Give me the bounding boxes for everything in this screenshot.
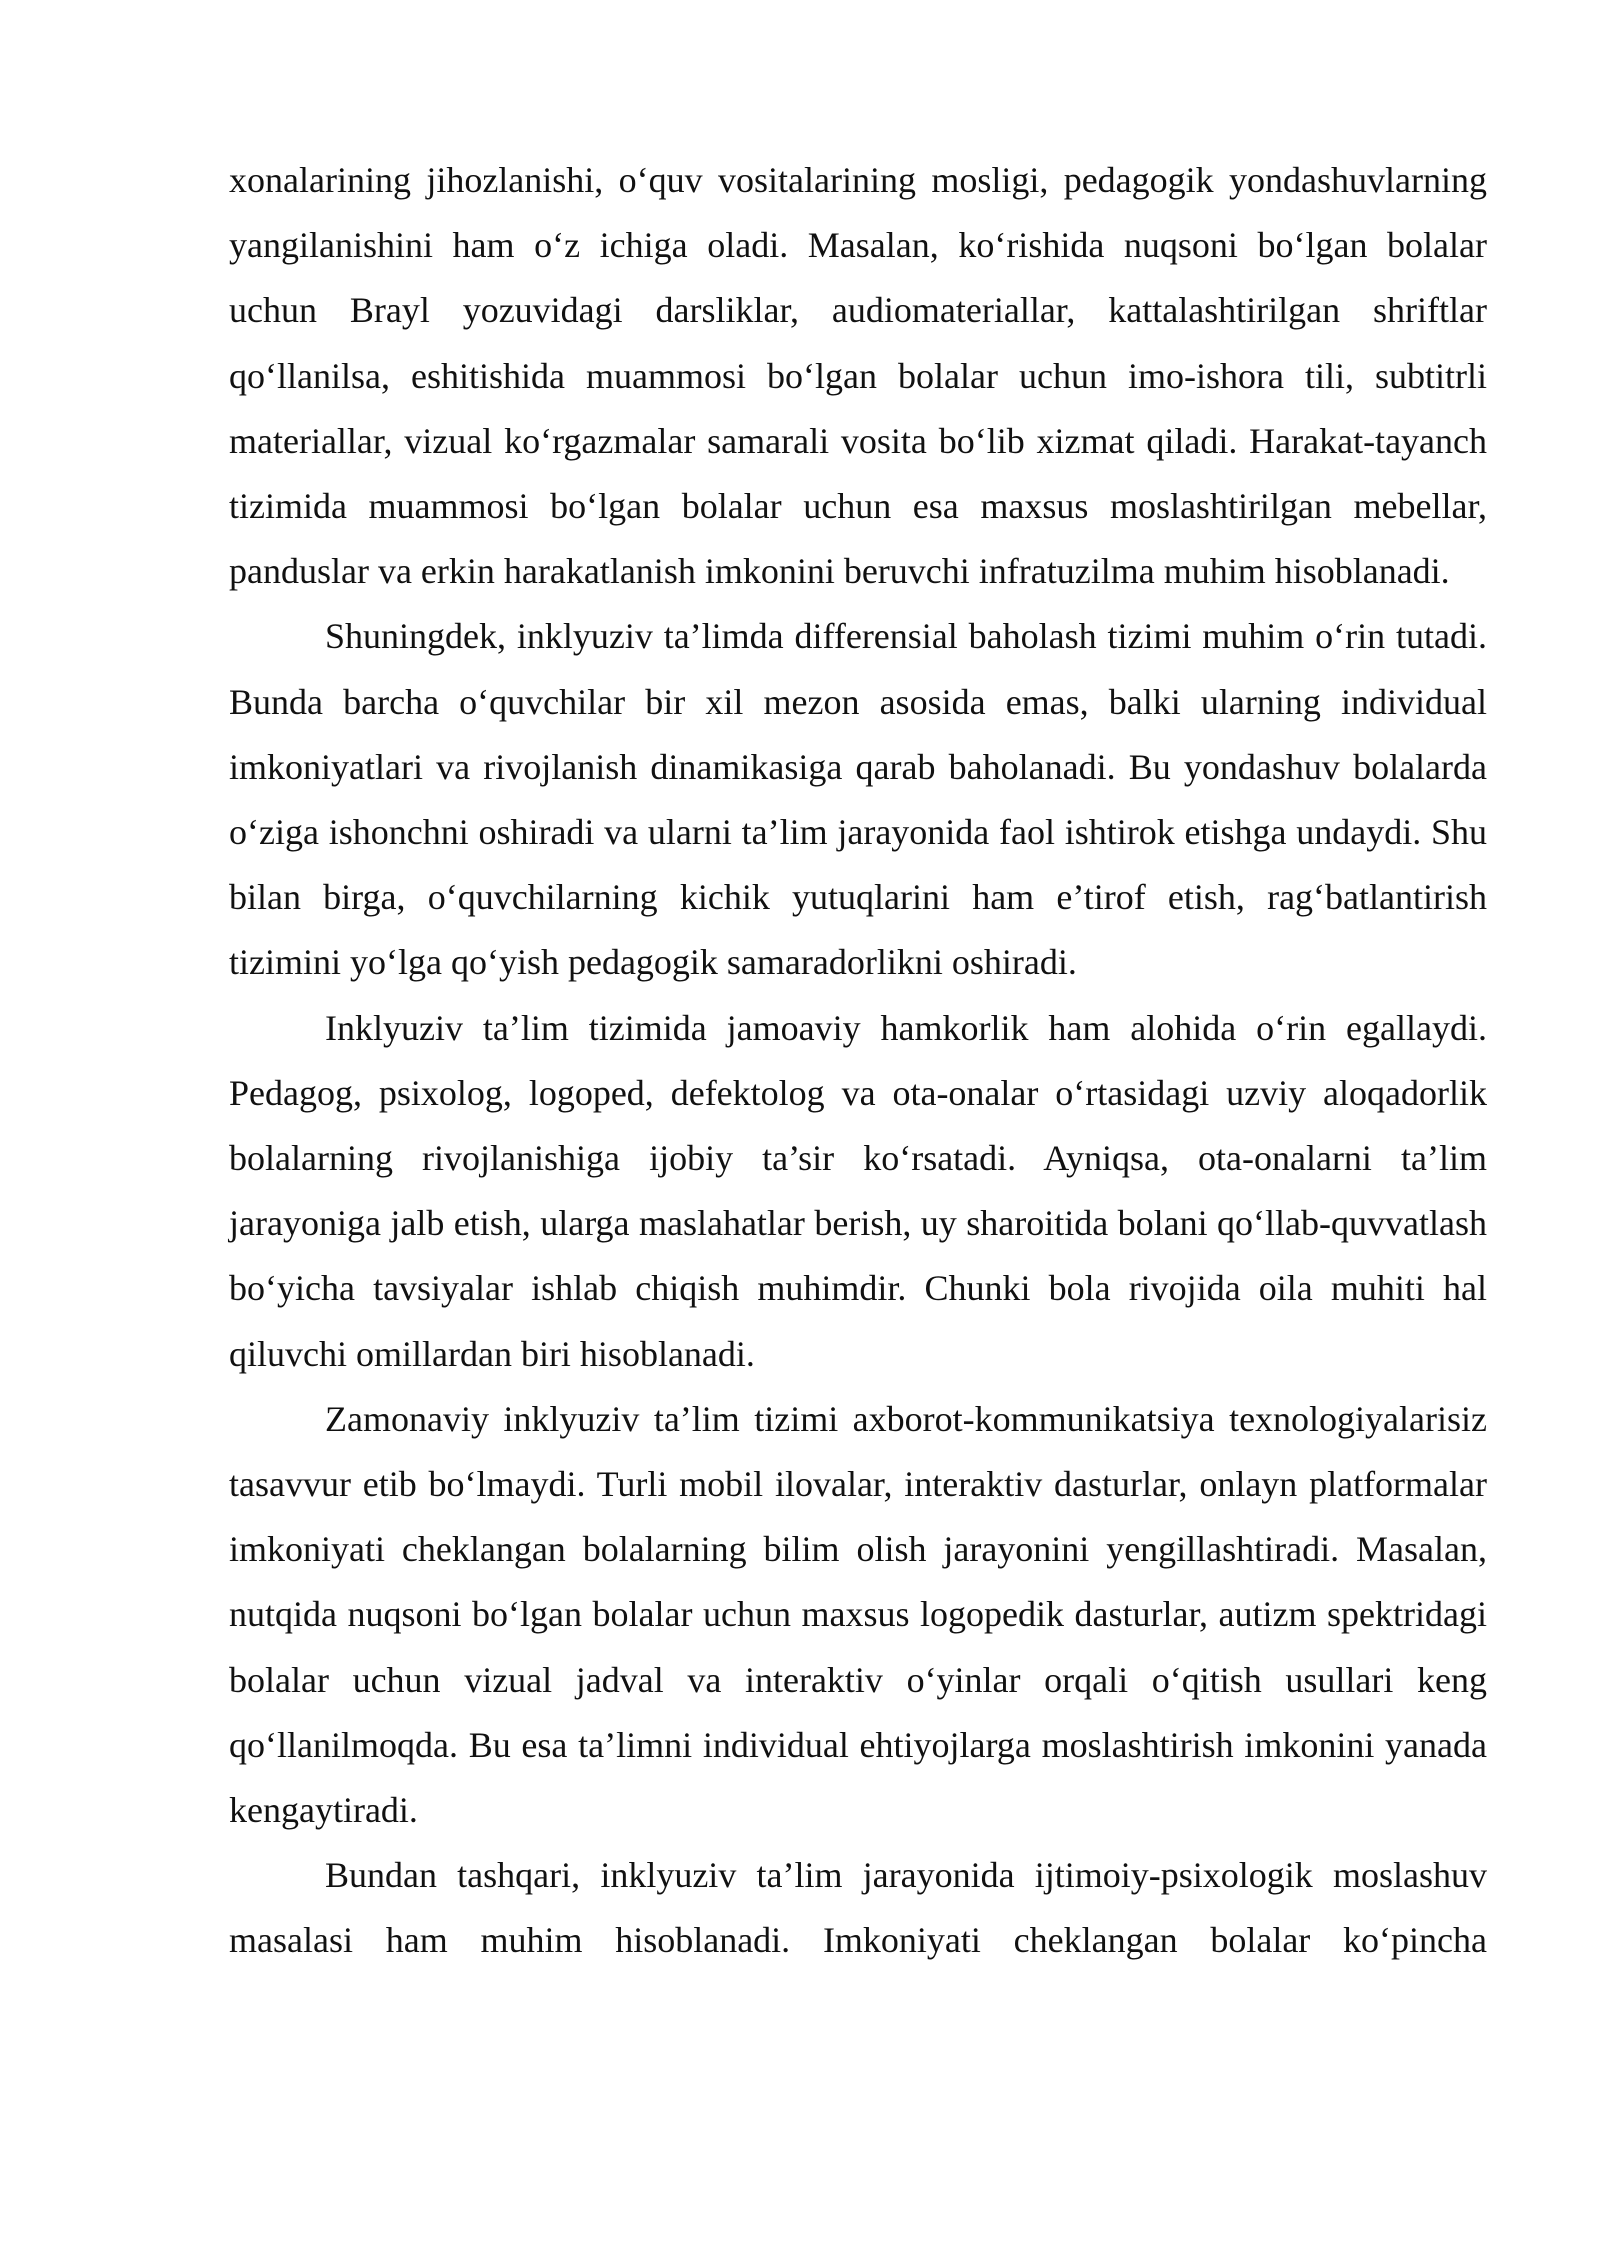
paragraph-team-collaboration: Inklyuziv ta’lim tizimida jamoaviy hamkorlik ham alohida o‘rin egallaydi. Pedagog, psixolog, logoped, defektolog va ota-onalar o‘rtasidagi uzviy aloqadorlik bolalarning rivojlanishiga ijobiy ta’sir ko‘rsatadi. Ayniqsa, ota-onalarni ta’lim jarayoniga jalb etish, ularga maslahatlar berish, uy sharoitida bolani qo‘llab-quvvatlash bo‘yicha tavsiyalar ishlab chiqish muhimdir. Chunki bola rivojida oila muhiti hal qiluvchi omillardan biri hisoblanadi. xyxy=(229,1007,1487,1374)
body-text xyxy=(229,148,1487,1974)
paragraph-differential-assessment: Shuningdek, inklyuziv ta’limda differensial baholash tizimi muhim o‘rin tutadi. Bunda barcha o‘quvchilar bir xil mezon asosida emas, balki ularning individual imkoniyatlari va rivojlanish dinamikasiga qarab baholanadi. Bu yondashuv bolalarda o‘ziga ishonchni oshiradi va ularni ta’lim jarayonida faol ishtirok etishga undaydi. Shu bilan birga, o‘quvchilarning kichik yutuqlarini ham e’tirof etish, rag‘batlantirish tizimini yo‘lga qo‘yish pedagogik samaradorlikni oshiradi. xyxy=(229,616,1487,983)
paragraph-ict-technologies: Zamonaviy inklyuziv ta’lim tizimi axborot-kommunikatsiya texnologiyalarisiz tasavvur etib bo‘lmaydi. Turli mobil ilovalar, interaktiv dasturlar, onlayn platformalar imkoniyati cheklangan bolalarning bilim olish jarayonini yengillashtiradi. Masalan, nutqida nuqsoni bo‘lgan bolalar uchun maxsus logopedik dasturlar, autizm spektridagi bolalar uchun vizual jadval va interaktiv o‘yinlar orqali o‘qitish usullari keng qo‘llanilmoqda. Bu esa ta’limni individual ehtiyojlarga moslashtirish imkonini yanada kengaytiradi. xyxy=(229,1398,1487,1831)
paragraph-social-adaptation: Bundan tashqari, inklyuziv ta’lim jarayonida ijtimoiy-psixologik moslashuv masalasi ham muhim hisoblanadi. Imkoniyati cheklangan bolalar ko‘pincha xyxy=(229,1855,1487,1961)
paragraph-continued: xonalarining jihozlanishi, o‘quv vositalarining mosligi, pedagogik yondashuvlarning yangilanishini ham o‘z ichiga oladi. Masalan, ko‘rishida nuqsoni bo‘lgan bolalar uchun Brayl yozuvidagi darsliklar, audiomateriallar, kattalashtirilgan shriftlar qo‘llanilsa, eshitishida muammosi bo‘lgan bolalar uchun imo-ishora tili, subtitrli materiallar, vizual ko‘rgazmalar samarali vosita bo‘lib xizmat qiladi. Harakat-tayanch tizimida muammosi bo‘lgan bolalar uchun esa maxsus moslashtirilgan mebellar, panduslar va erkin harakatlanish imkonini beruvchi infratuzilma muhim hisoblanadi. xyxy=(229,160,1487,592)
